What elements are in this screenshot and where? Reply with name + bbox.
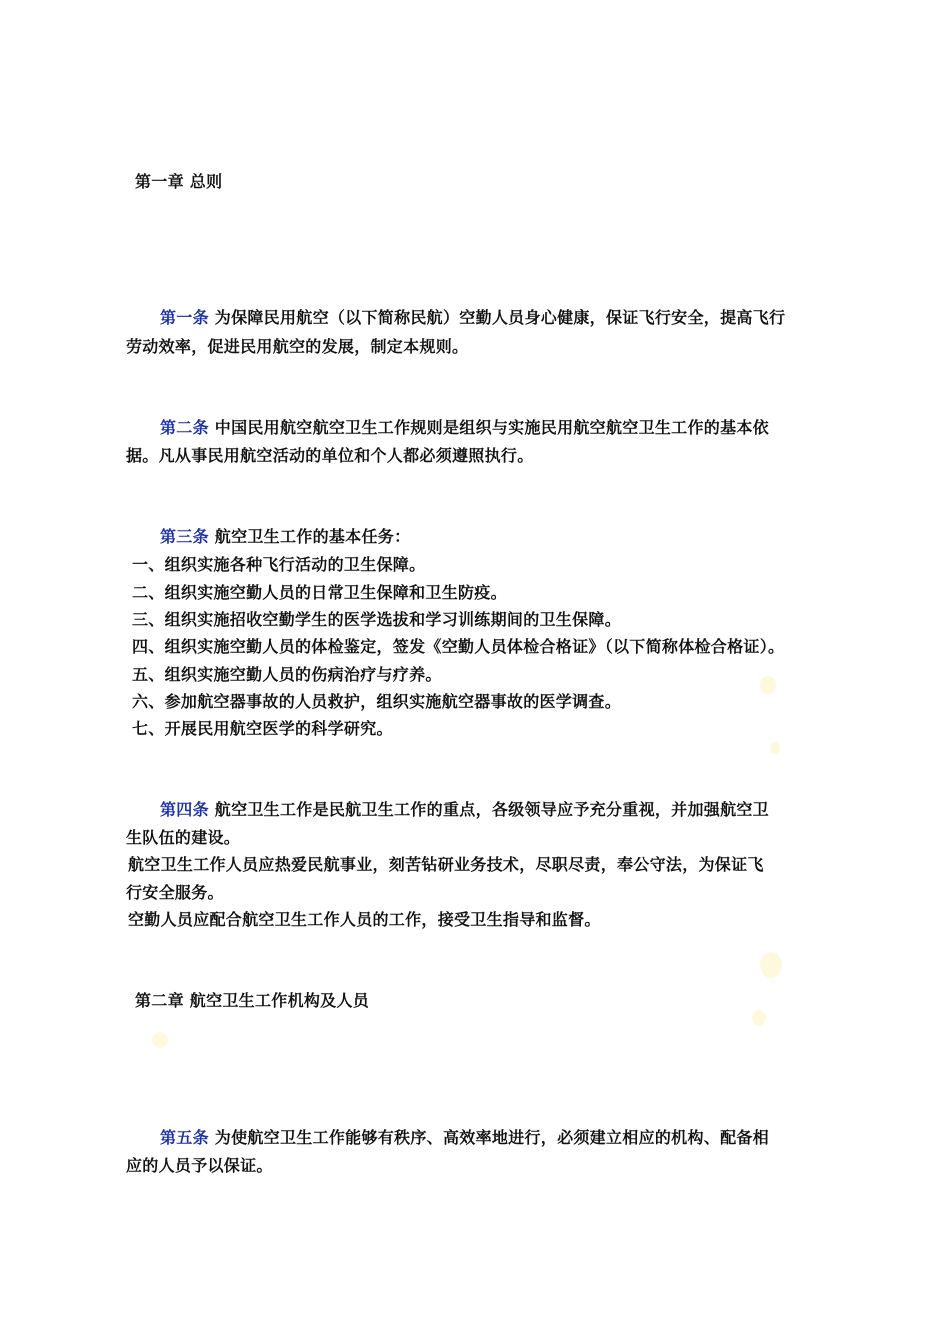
article-1-label: 第一条: [160, 308, 209, 327]
article-4-line-1: [160, 799, 769, 821]
article-5-text: 为使航空卫生工作能够有秩序、高效率地进行，必须建立相应的机构、配备相: [208, 1128, 769, 1147]
article-1-line-2: 劳动效率，促进民用航空的发展，制定本规则。: [126, 337, 469, 356]
article-4-line-2: 生队伍的建设。: [126, 828, 241, 847]
article-1-text: 为保障民用航空（以下简称民航）空勤人员身心健康，保证飞行安全，提高飞行: [208, 308, 786, 327]
chapter-1-title: 第一章 总则: [135, 172, 223, 191]
article-3-item: 六、参加航空器事故的人员救护，组织实施航空器事故的医学调查。: [132, 692, 622, 711]
background-speck: [152, 1032, 168, 1048]
article-3-item: 四、组织实施空勤人员的体检鉴定，签发《空勤人员体检合格证》（以下简称体检合格证）。: [132, 637, 785, 656]
article-4-text: 航空卫生工作是民航卫生工作的重点，各级领导应予充分重视，并加强航空卫: [208, 800, 769, 819]
background-speck: [760, 952, 782, 978]
background-speck: [752, 1010, 766, 1026]
article-4-label: 第四条: [160, 800, 209, 819]
article-3-line-1: [160, 526, 410, 548]
article-3-item: 五、组织实施空勤人员的伤病治疗与疗养。: [132, 665, 442, 684]
article-5-line-1: [160, 1127, 769, 1149]
article-3-label: 第三条: [160, 527, 209, 546]
article-1-line-1: [160, 307, 785, 329]
article-3-item: 七、开展民用航空医学的科学研究。: [132, 719, 393, 738]
article-5-label: 第五条: [160, 1128, 209, 1147]
chapter-2-title: 第二章 航空卫生工作机构及人员: [135, 991, 370, 1010]
article-4-line-5: 空勤人员应配合航空卫生工作人员的工作，接受卫生指导和监督。: [128, 910, 601, 929]
article-2-label: 第二条: [160, 418, 209, 437]
article-2-line-1: [160, 417, 769, 439]
article-4-line-4: 行安全服务。: [126, 883, 224, 902]
article-5-line-2: 应的人员予以保证。: [126, 1156, 273, 1175]
article-3-item: 三、组织实施招收空勤学生的医学选拔和学习训练期间的卫生保障。: [132, 610, 622, 629]
background-speck: [770, 742, 780, 754]
background-speck: [760, 676, 776, 694]
article-4-line-3: 航空卫生工作人员应热爱民航事业，刻苦钻研业务技术，尽职尽责，奉公守法，为保证飞: [128, 855, 764, 874]
article-3-text: 航空卫生工作的基本任务：: [208, 527, 411, 546]
article-3-item: 一、组织实施各种飞行活动的卫生保障。: [132, 555, 426, 574]
article-2-text: 中国民用航空航空卫生工作规则是组织与实施民用航空航空卫生工作的基本依: [208, 418, 769, 437]
article-3-item: 二、组织实施空勤人员的日常卫生保障和卫生防疫。: [132, 583, 507, 602]
article-2-line-2: 据。凡从事民用航空活动的单位和个人都必须遵照执行。: [126, 446, 534, 465]
